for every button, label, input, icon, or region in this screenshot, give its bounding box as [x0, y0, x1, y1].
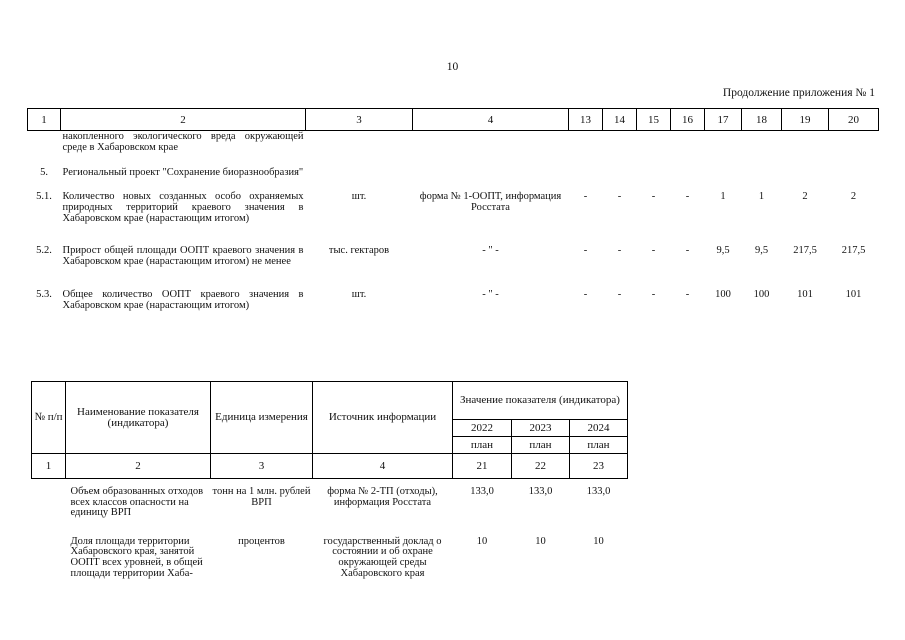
col-number: 14 [603, 109, 637, 131]
value-cell: 100 [715, 288, 731, 300]
col-number: 3 [211, 454, 313, 479]
indicator-unit: процентов [238, 535, 285, 547]
value-cell: 2 [850, 190, 857, 202]
row-index [28, 131, 61, 167]
row-index: 5.2. [36, 244, 52, 256]
value-cell: - [685, 190, 690, 202]
col-number: 18 [742, 109, 782, 131]
value-cell: 217,5 [793, 244, 817, 256]
value-cell: 133,0 [528, 486, 553, 497]
indicator-unit: тонн на 1 млн. рублей ВРП [212, 486, 311, 508]
row-index: 5. [40, 166, 48, 178]
column-number-row [32, 454, 628, 479]
col-number: 16 [671, 109, 705, 131]
header-plan: план [512, 437, 570, 454]
value-cell: - [583, 190, 588, 202]
value-cell: 133,0 [470, 486, 494, 497]
value-cell: 10 [593, 535, 604, 547]
col-number: 17 [705, 109, 742, 131]
indicator-source: государственный доклад о состоянии и об охране окружающей среды Хабаровского края [323, 535, 442, 579]
header-name: Наименование показателя (индикатора) [66, 382, 211, 454]
col-number: 13 [569, 109, 603, 131]
indicator-unit: тыс. гектаров [328, 244, 390, 256]
value-cell: - [617, 244, 622, 256]
indicators-table-bottom [31, 381, 628, 597]
value-cell: - [651, 190, 656, 202]
value-cell: 101 [797, 288, 813, 300]
indicator-unit: шт. [351, 190, 367, 202]
indicator-source: - " - [482, 288, 499, 300]
indicator-unit: шт. [351, 288, 367, 300]
col-number: 20 [829, 109, 879, 131]
value-cell: 9,5 [716, 244, 730, 256]
value-cell: - [651, 244, 656, 256]
value-cell: 133,0 [586, 486, 611, 497]
table-row [28, 131, 879, 167]
project-title: Региональный проект "Сохранение биоразнообразия" [62, 166, 304, 178]
value-cell: 10 [476, 535, 488, 547]
value-cell: 217,5 [841, 244, 866, 256]
value-cell: - [685, 244, 690, 256]
value-cell: - [583, 288, 588, 300]
header-plan: план [453, 437, 512, 454]
col-number: 1 [32, 454, 66, 479]
table-row [28, 191, 879, 245]
col-number: 4 [413, 109, 569, 131]
table-row [32, 479, 628, 537]
value-cell: 9,5 [754, 244, 769, 256]
indicators-table-top [27, 108, 879, 329]
table-row [28, 289, 879, 329]
col-number: 2 [61, 109, 306, 131]
header-num: № п/п [32, 382, 66, 454]
col-number: 4 [313, 454, 453, 479]
value-cell: - [651, 288, 656, 300]
value-cell: 1 [758, 190, 765, 202]
value-cell: 1 [720, 190, 726, 202]
row-index: 5.3. [36, 288, 52, 300]
header-year: 2022 [453, 420, 512, 437]
value-cell: - [617, 190, 622, 202]
col-number: 23 [570, 454, 628, 479]
header-value-group: Значение показателя (индикатора) [453, 382, 628, 420]
indicator-name: Прирост общей площади ООПТ краевого значения в Хабаровском крае (нарастающим итогом) не менее [62, 244, 304, 267]
header-plan: план [570, 437, 628, 454]
indicator-name: Количество новых созданных особо охраняемых природных территорий краевого значения в Хабаровском крае (нарастающим итогом) [62, 190, 304, 224]
indicator-name: Доля площади территории Хабаровского края, занятой ООПТ всех уровней, в общей площади территории Хаба- [70, 535, 203, 579]
value-cell: 101 [845, 288, 862, 300]
value-cell: - [685, 288, 690, 300]
value-cell: - [583, 244, 588, 256]
continuation-label: Продолжение приложения № 1 [722, 87, 875, 99]
header-unit: Единица измерения [211, 382, 313, 454]
indicator-name: накопленного экологического вреда окружающей среде в Хабаровском крае [62, 131, 304, 154]
value-cell: 2 [802, 190, 808, 202]
col-number: 15 [637, 109, 671, 131]
value-cell: 100 [753, 288, 770, 300]
col-number: 21 [453, 454, 512, 479]
column-number-row [28, 109, 879, 131]
header-source: Источник информации [313, 382, 453, 454]
indicator-name: Объем образованных отходов всех классов опасности на единицу ВРП [70, 486, 204, 519]
col-number: 2 [66, 454, 211, 479]
table-row [28, 245, 879, 289]
header-year: 2024 [570, 420, 628, 437]
col-number: 1 [28, 109, 61, 131]
value-cell: 10 [535, 535, 546, 547]
table-row [28, 167, 879, 191]
page-number: 10 [446, 61, 459, 73]
col-number: 22 [512, 454, 570, 479]
indicator-source: форма № 2-ТП (отходы), информация Росстата [327, 486, 438, 508]
row-index: 5.1. [36, 190, 52, 202]
header-year: 2023 [512, 420, 570, 437]
indicator-source: форма № 1-ООПТ, информация Росстата [419, 190, 562, 213]
col-number: 19 [782, 109, 829, 131]
table-row [32, 537, 628, 597]
indicator-name: Общее количество ООПТ краевого значения в Хабаровском крае (нарастающим итогом) [62, 288, 304, 311]
value-cell: - [617, 288, 622, 300]
col-number: 3 [306, 109, 413, 131]
indicator-source: - " - [482, 244, 499, 256]
